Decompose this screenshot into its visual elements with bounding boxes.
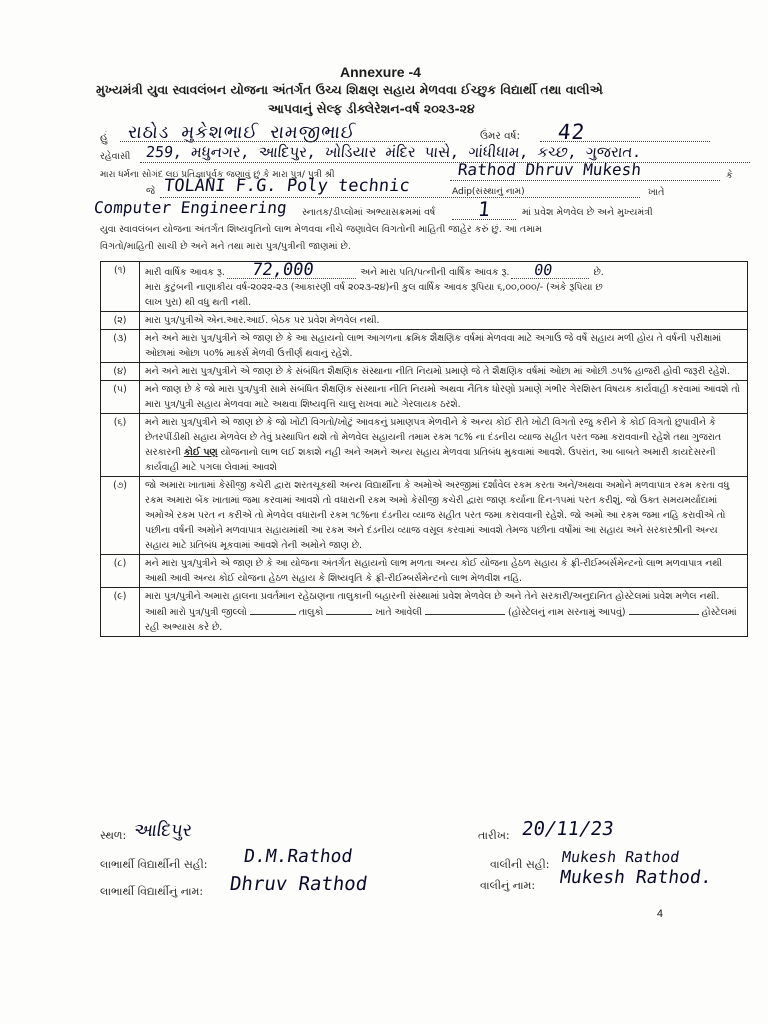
row-number: (૯) [101,588,140,637]
family-income-text: મારા કુટુંબની નાણાકીય વર્ષ-૨૦૨૨-૨૩ (આકારણી વર્ષ ૨૦૨૩-૨૪)ની કુલ વાર્ષિક આવક રૂપિયા ૬,૦૦,૦૦૦/- (અંકે રૂપિયા છ [145,282,603,293]
guardian-sign-label: વાલીની સહી: [490,858,550,871]
hostel-name-blank [425,604,505,615]
year-value: 1 [476,197,493,221]
declaration-row [101,363,748,381]
declaration-row [101,330,748,363]
declaration-text: મને અને મારા પુત્ર/પુત્રીને એ જાણ છે કે આ સહાયનો લાભ આગળના ક્રમિક શૈક્ષણિક વર્ષમાં મેળવવા માટે અગાઉ જે વર્ષે સહાય મળી હોય તે વર્ષની પરીક્ષામાં ઓછામાં ઓછા ૫૦% માર્ક્સ મેળવી ઉત્તીર્ણ થવાનું રહેશે. [140,330,748,363]
para-line2: યુવા સ્વાવલંબન યોજના અંતર્ગત શિષ્યવૃતિનો લાભ મેળવવા નીચે જણાવેલ વિગતોની માહિતી જાહેર કરું છું. આ તમામ [100,224,542,235]
row-number: (૬) [101,414,140,477]
declaration-text: મને જાણ છે કે જો મારા પુત્ર/પુત્રી સામે સંબંધિત શૈક્ષણિક સંસ્થાના નીતિ નિયમો અથવા નૈતિક ધોરણો પ્રમાણે ગંભીર ગેરશિસ્ત વિષયક કાર્યવાહી કરવામાં આવશે તો મારા પુત્ર/પુત્રી સહાય મેળવવા માટે અથવા શિષ્યવૃત્તિ ચાલુ રાખવા માટે ગેરલાયક ઠરશે. [140,381,748,414]
income-value: 72,000 [227,263,359,279]
declaration-row [101,381,748,414]
hostel-blank [629,604,699,615]
place-value: આદિપુર [132,820,194,841]
course-value: Computer Engineering [93,198,288,217]
taluka-label: તાલુકો [298,607,324,618]
declaration-text: જો અમારા ખાતામાં કેસીજી કચેરી દ્વારા શરતચૂકથી અન્ય વિદ્યાર્થીના કે અમોએ અરજીમાં દર્શાવેલ રકમ કરતા અને/અથવા અમોને મળવાપાત્ર રકમ કરતા વધુ રકમ અમારા બેંક ખાતામાં જમા કરવામાં આવશે તો વધારાની રકમ અમો કેસીજી કચેરી દ્વારા જાણ કર્યાના દિન-૧૫માં પરત કરીશું. જો ઉક્ત સમયમર્યાદામાં અમોએ રકમ પરત ન કરીએ તો મેળવેલ વધારાની રકમ ૧૮%ના દંડનીય વ્યાજ સહીત પરત જમા કરાવવાની રહેશે. જો અમો આ રકમ જમા નહિ કરાવીએ તો પછીના વર્ષની અમોને મળવાપાત્ર સહાયમાંથી આ રકમ અને દંડનીય વ્યાજ વસૂલ કરવામાં આવશે તેમજ પછીના વર્ષોમાં આ સહાય અને સરકારશ્રીની અન્ય સહાય માટે પ્રતિબંધ મૂકવામાં આવશે તેની અમોને જાણ છે. [140,477,748,555]
declaration-text [140,414,748,477]
student-sign-label: લાભાર્થી વિદ્યાર્થીની સહી: [100,858,208,871]
guardian-name-value: Mukesh Rathod. [558,867,714,888]
spouse-income-value: 00 [511,263,591,279]
name-value: રાઠોડ મુકેશભાઈ રામજીભાઈ [126,122,357,143]
course-text-b: માં પ્રવેશ મેળવેલ છે અને મુખ્યમંત્રી [522,207,653,218]
row-number: (૧) [101,262,140,312]
student-name-value: Dhruv Rathod [228,873,369,895]
age-label: ઉંમર વર્ષ: [480,130,521,142]
declaration-text-part: ખાતે આવેલી [375,607,423,618]
row-number: (૪) [101,363,140,381]
row-number: (૫) [101,381,140,414]
declaration-text: મને મારા પુત્ર/પુત્રીને એ જાણ છે કે આ યોજના અંતર્ગત સહાયનો લાભ મળતા અન્ય કોઈ યોજના હેઠળ સહાય કે ફ્રી-રીઈમ્બર્સમેન્ટનો લાભ મળવાપાત્ર નથી આથી આવી અન્ય કોઈ યોજના હેઠળ સહાય કે શિષ્યવૃતિ કે ફ્રી-રીઈમ્બર્સમેન્ટનો લાભ મેળવીશ નહિ. [140,555,748,588]
declaration-row [101,262,748,312]
address-label: રહેવાસી [100,151,131,162]
date-label: તારીખ: [478,829,510,842]
declaration-text-part: હોસ્ટેલમાં રહી અભ્યાસ કરે છે. [145,607,737,633]
declaration-text-part: યોજનાનો લાભ લઈ શકાશે નહી અને અમને અન્ય સહાય મેળવવા પ્રતિબંધ મુકવામાં આવશે. ઉપરાંત, આ બાબતે અમારી કાયદેસરની કાર્યવાહી માટે પગલા લેવામાં આવશે [145,447,716,473]
age-value: 42 [556,120,587,144]
form-title-line1: મુખ્યમંત્રી યુવા સ્વાવલંબન યોજના અંતર્ગત ઉચ્ચ શિક્ષણ સહાય મેળવવા ઈચ્છુક વિદ્યાર્થી તથા વાલીએ [96,82,603,97]
district-blank [250,604,296,615]
name-label: હું [100,130,108,143]
declaration-row [101,414,748,477]
form-title-line2: આપવાનું સેલ્ફ ડીક્લેરેશન-વર્ષ ૨૦૨૩-૨૪ [268,101,475,116]
institute-label: Adip(સંસ્થાનું નામ) [452,187,525,197]
guardian-signature: Mukesh Rathod [560,848,681,866]
place-label: સ્થળ: [100,829,127,842]
declaration-text-part: મને મારા પુત્ર/પુત્રીને એ જાણ છે કે જો ખોટી વિગતો/ખોટું આવકનું પ્રમાણપત્ર મેળવીને કે અન્ય કોઈ રીતે ખોટી વિગતો રજુ કરીને કે કોઈ વિગતો છુપાવીને કે છેતરપીંડીથી સહાય મેળવેલ છે તેવું પ્રસ્થાપિત થશે તો મેળવેલ સહાયની તમામ રકમ ૧૮% ના દંડનીય વ્યાજ સહીત પરત જમા કરાવવાની રહેશે તથા ગુજરાત સરકારની [145,417,722,458]
declaration-row [101,588,748,637]
annexure-title: Annexure -4 [340,64,421,80]
address-value: 259, મધુનગર, આદિપુર, ખોડિયાર મંદિર પાસે, ગાંધીધામ, કચ્છ, ગુજરાત. [145,143,643,161]
declaration-text: મને અને મારા પુત્ર/પુત્રીને એ જાણ છે કે સંબંધિત શૈક્ષણિક સંસ્થાના નીતિ નિયમો પ્રમાણે જે તે શૈક્ષણિક વર્ષમાં ઓછા માં ઓછી ૭૫% હાજરી હોવી જરૂરી રહેશે. [140,363,748,381]
declaration-row [101,555,748,588]
para-line3: વિગતો/માહિતી સાચી છે અને મને તથા મારા પુત્ર/પુત્રીની જાણમાં છે. [100,241,351,252]
date-value: 20/11/23 [520,818,616,840]
declaration-text-part: મારા પુત્ર/પુત્રીને અમારા હાલના પ્રવર્તમાન રહેઠાણના તાલુકાની બહારની સંસ્થામાં પ્રવેશ મેળવેલ છે અને તેને સરકારી/અનુદાનિત હોસ્ટેલમાં પ્રવેશ મળેલ નથી. આથી મારો પુત્ર/પુત્રી જીલ્લો [145,591,720,618]
taluka-blank [326,604,372,615]
student-signature: D.M.Rathod [242,846,354,867]
row-number: (૭) [101,477,140,555]
course-text-a: સ્નાતક/ડીપ્લોમાં અભ્યાસક્રમમાં વર્ષ [302,207,436,218]
oath-text: મારા ધર્મના સોગંદ લઇ પ્રતિજ્ઞાપૂર્વક જણાવું છું કે મારા પુત્ર/ પુત્રી શ્રી [100,170,335,180]
institute-prefix: જે [146,186,155,197]
student-name-label: લાભાર્થી વિદ્યાર્થીનું નામ: [100,885,204,898]
row-number: (૮) [101,555,140,588]
khate-text: ખાતે [648,187,665,198]
family-income-text-end: લાખ પુરા) થી વધુ થતી નથી. [145,297,252,308]
emphasis-text: કોઈ પણ [183,447,218,458]
institute-value: TOLANI F.G. Poly technic [162,176,411,196]
declaration-text: મારા પુત્ર/પુત્રીએ એન.આર.આઈ. બેઠક પર પ્રવેશ મેળવેલ નથી. [140,312,748,330]
income-label: મારી વાર્ષિક આવક રૂ. [145,267,225,278]
period-text: છે. [593,267,604,278]
declaration-text [140,262,748,312]
declaration-row [101,312,748,330]
declaration-text [140,588,748,637]
spouse-income-label: અને મારા પતિ/પત્નીની વાર્ષિક આવક રૂ. [360,267,510,278]
declarations-table [100,261,748,637]
page-number: 4 [656,908,663,920]
row-number: (૩) [101,330,140,363]
student-value: Rathod Dhruv Mukesh [457,160,643,179]
hostel-hint-text: (હોસ્ટેલનું નામ સરનામું આપવું) [508,607,626,618]
declaration-row [101,477,748,555]
guardian-name-label: વાલીનું નામ: [480,879,536,892]
row-number: (૨) [101,312,140,330]
ke-text: કે [726,170,733,181]
